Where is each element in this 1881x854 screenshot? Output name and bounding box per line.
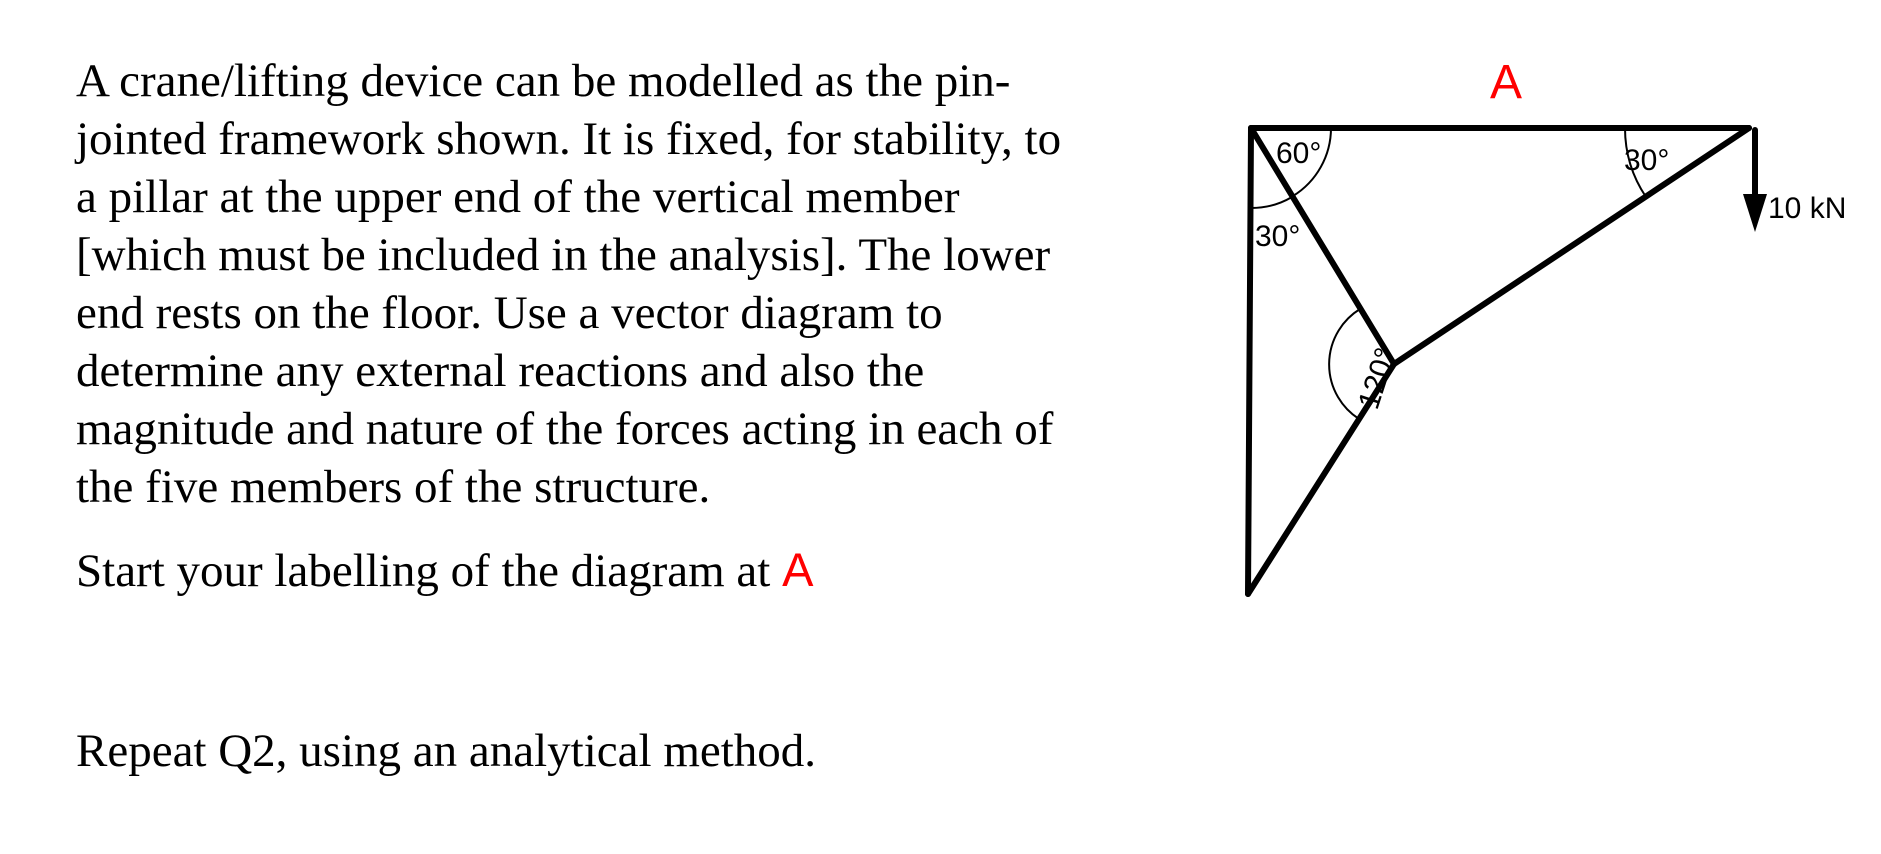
start-label-a: A	[782, 543, 814, 596]
problem-line: jointed framework shown. It is fixed, for stability, to	[76, 113, 1062, 165]
problem-line: [which must be included in the analysis]. The lower	[76, 229, 1051, 281]
angle-arc-left-inner-30	[1251, 197, 1292, 208]
problem-line: a pillar at the upper end of the vertical member	[76, 171, 960, 223]
problem-line: A crane/lifting device can be modelled as the pin-	[76, 55, 1011, 107]
angle-label-60: 60°	[1276, 137, 1322, 170]
load-arrow-head	[1743, 194, 1767, 232]
member-long-diagonal	[1394, 128, 1749, 364]
start-labelling-text: Start your labelling of the diagram at	[76, 545, 783, 597]
problem-line: determine any external reactions and also the	[76, 345, 925, 397]
angle-label-30-right: 30°	[1624, 144, 1670, 177]
member-vertical	[1248, 128, 1251, 594]
angle-label-120: 120°	[1352, 343, 1403, 414]
problem-line: end rests on the floor. Use a vector diagram to	[76, 287, 943, 339]
problem-line: magnitude and nature of the forces acting in each of	[76, 403, 1054, 455]
angle-label-30-left: 30°	[1255, 220, 1301, 253]
point-label-a: A	[1490, 56, 1523, 109]
load-label: 10 kN	[1768, 192, 1847, 225]
problem-line: the five members of the structure.	[76, 461, 711, 513]
repeat-instruction: Repeat Q2, using an analytical method.	[76, 725, 817, 777]
